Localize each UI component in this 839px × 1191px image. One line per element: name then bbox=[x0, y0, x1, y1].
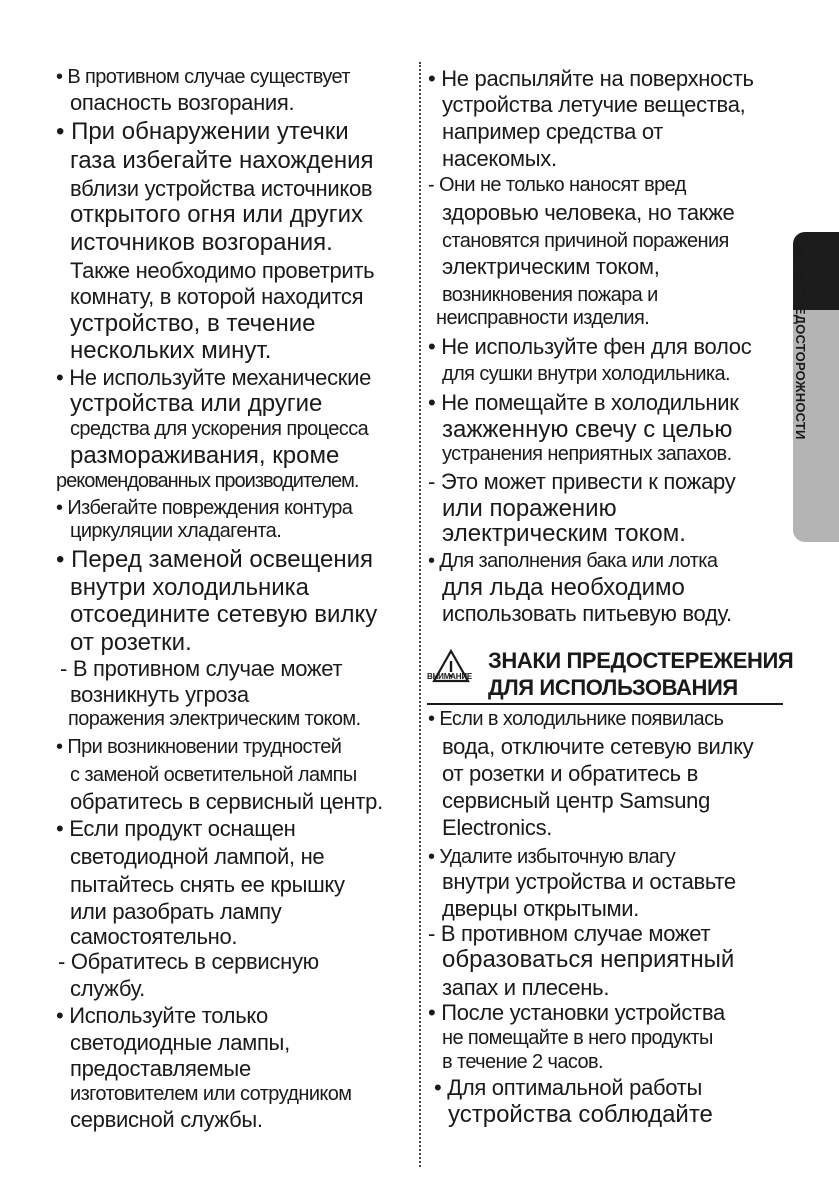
text-line: обратитесь в сервисный центр. bbox=[70, 789, 383, 814]
text-line: устройства летучие вещества, bbox=[442, 92, 746, 117]
text-line: сервисной службы. bbox=[70, 1107, 263, 1132]
text-line: • После установки устройства bbox=[428, 1000, 725, 1025]
text-line: • Удалите избыточную влагу bbox=[428, 846, 676, 868]
text-line: самостоятельно. bbox=[70, 924, 238, 949]
heading-underline bbox=[427, 703, 783, 705]
text-line: сервисный центр Samsung bbox=[442, 788, 711, 813]
text-line: возникнуть угроза bbox=[70, 682, 249, 707]
text-line: • Не используйте механические bbox=[56, 365, 372, 390]
text-line: • Если продукт оснащен bbox=[56, 816, 296, 841]
text-line: вблизи устройства источников bbox=[70, 176, 373, 201]
warning-title-line2: ДЛЯ ИСПОЛЬЗОВАНИЯ bbox=[488, 675, 738, 700]
text-line: газа избегайте нахождения bbox=[70, 147, 374, 174]
text-line: • Если в холодильнике появилась bbox=[428, 708, 724, 730]
warning-triangle-icon bbox=[431, 648, 471, 688]
text-line: изготовителем или сотрудником bbox=[70, 1083, 352, 1105]
section-tab-label bbox=[794, 242, 810, 532]
text-line: становятся причиной поражения bbox=[442, 230, 729, 252]
text-line: устройства или другие bbox=[70, 390, 323, 417]
text-line: не помещайте в него продукты bbox=[442, 1027, 713, 1049]
text-line: образоваться неприятный bbox=[442, 946, 735, 973]
text-line: или разобрать лампу bbox=[70, 899, 282, 924]
text-line: отсоедините сетевую вилку bbox=[70, 601, 378, 628]
text-line: электрическим током, bbox=[442, 254, 660, 279]
text-line: рекомендованных производителем. bbox=[56, 470, 359, 492]
text-line: - В противном случае может bbox=[60, 656, 343, 681]
text-line: средства для ускорения процесса bbox=[70, 418, 369, 440]
text-line: здоровью человека, но также bbox=[442, 200, 735, 225]
text-line: насекомых. bbox=[442, 146, 557, 171]
warning-title-line1: ЗНАКИ ПРЕДОСТЕРЕЖЕНИЯ bbox=[488, 648, 794, 673]
text-line: вода, отключите сетевую вилку bbox=[442, 734, 754, 759]
text-line: • В противном случае существует bbox=[56, 66, 350, 88]
text-line: внутри холодильника bbox=[70, 574, 310, 601]
text-line: поражения электрическим током. bbox=[68, 708, 361, 730]
text-line: в течение 2 часов. bbox=[442, 1051, 603, 1073]
text-line: нескольких минут. bbox=[70, 337, 272, 364]
text-line: устройство, в течение bbox=[70, 310, 316, 337]
text-line: дверцы открытыми. bbox=[442, 896, 640, 921]
text-line: для сушки внутри холодильника. bbox=[442, 363, 730, 385]
text-line: устранения неприятных запахов. bbox=[442, 443, 732, 465]
text-line: • Используйте только bbox=[56, 1003, 268, 1028]
text-line: опасность возгорания. bbox=[70, 90, 295, 115]
warning-heading bbox=[427, 648, 794, 704]
text-line: неисправности изделия. bbox=[436, 307, 650, 329]
text-line: открытого огня или других bbox=[70, 201, 363, 228]
text-line: с заменой осветительной лампы bbox=[70, 764, 357, 786]
text-line: или поражению bbox=[442, 495, 617, 522]
text-line: источников возгорания. bbox=[70, 229, 333, 256]
text-line: устройства соблюдайте bbox=[448, 1101, 713, 1128]
text-line: • Для оптимальной работы bbox=[434, 1075, 703, 1100]
text-line: циркуляции хладагента. bbox=[70, 520, 282, 542]
text-line: от розетки. bbox=[70, 629, 192, 656]
text-line: - Обратитесь в сервисную bbox=[58, 949, 319, 974]
text-line: возникновения пожара и bbox=[442, 284, 658, 306]
text-line: - В противном случае может bbox=[428, 921, 711, 946]
text-line: размораживания, кроме bbox=[70, 442, 340, 469]
column-divider bbox=[419, 62, 421, 1167]
text-line: предоставляемые bbox=[70, 1056, 251, 1081]
text-line: - Они не только наносят вред bbox=[428, 174, 686, 196]
text-line: комнату, в которой находится bbox=[70, 284, 364, 309]
text-line: светодиодной лампой, не bbox=[70, 844, 325, 869]
text-line: • Не распыляйте на поверхность bbox=[428, 66, 754, 91]
warning-icon-caption: ВНИМАНИЕ bbox=[427, 672, 473, 681]
text-line: использовать питьевую воду. bbox=[442, 601, 732, 626]
text-line: Также необходимо проветрить bbox=[70, 258, 375, 283]
text-line: запах и плесень. bbox=[442, 975, 610, 1000]
text-line: Electronics. bbox=[442, 815, 553, 840]
text-line: например средства от bbox=[442, 119, 664, 144]
text-line: • При обнаружении утечки bbox=[56, 118, 349, 145]
text-line: • Не помещайте в холодильник bbox=[428, 390, 739, 415]
text-line: от розетки и обратитесь в bbox=[442, 761, 699, 786]
text-line: службу. bbox=[70, 976, 145, 1001]
text-line: • Для заполнения бака или лотка bbox=[428, 550, 718, 572]
text-line: • При возникновении трудностей bbox=[56, 736, 342, 758]
text-line: зажженную свечу с целью bbox=[442, 416, 733, 443]
text-line: - Это может привести к пожару bbox=[428, 469, 736, 494]
text-line: для льда необходимо bbox=[442, 574, 685, 601]
text-line: пытайтесь снять ее крышку bbox=[70, 872, 345, 897]
text-line: • Перед заменой освещения bbox=[56, 546, 374, 573]
text-line: электрическим током. bbox=[442, 520, 686, 547]
text-line: • Не используйте фен для волос bbox=[428, 334, 752, 359]
text-line: • Избегайте повреждения контура bbox=[56, 497, 353, 519]
text-line: внутри устройства и оставьте bbox=[442, 869, 736, 894]
text-line: светодиодные лампы, bbox=[70, 1030, 290, 1055]
section-tab-text: МЕРЫ ПРЕДОСТОРОЖНОСТИ bbox=[793, 242, 808, 440]
